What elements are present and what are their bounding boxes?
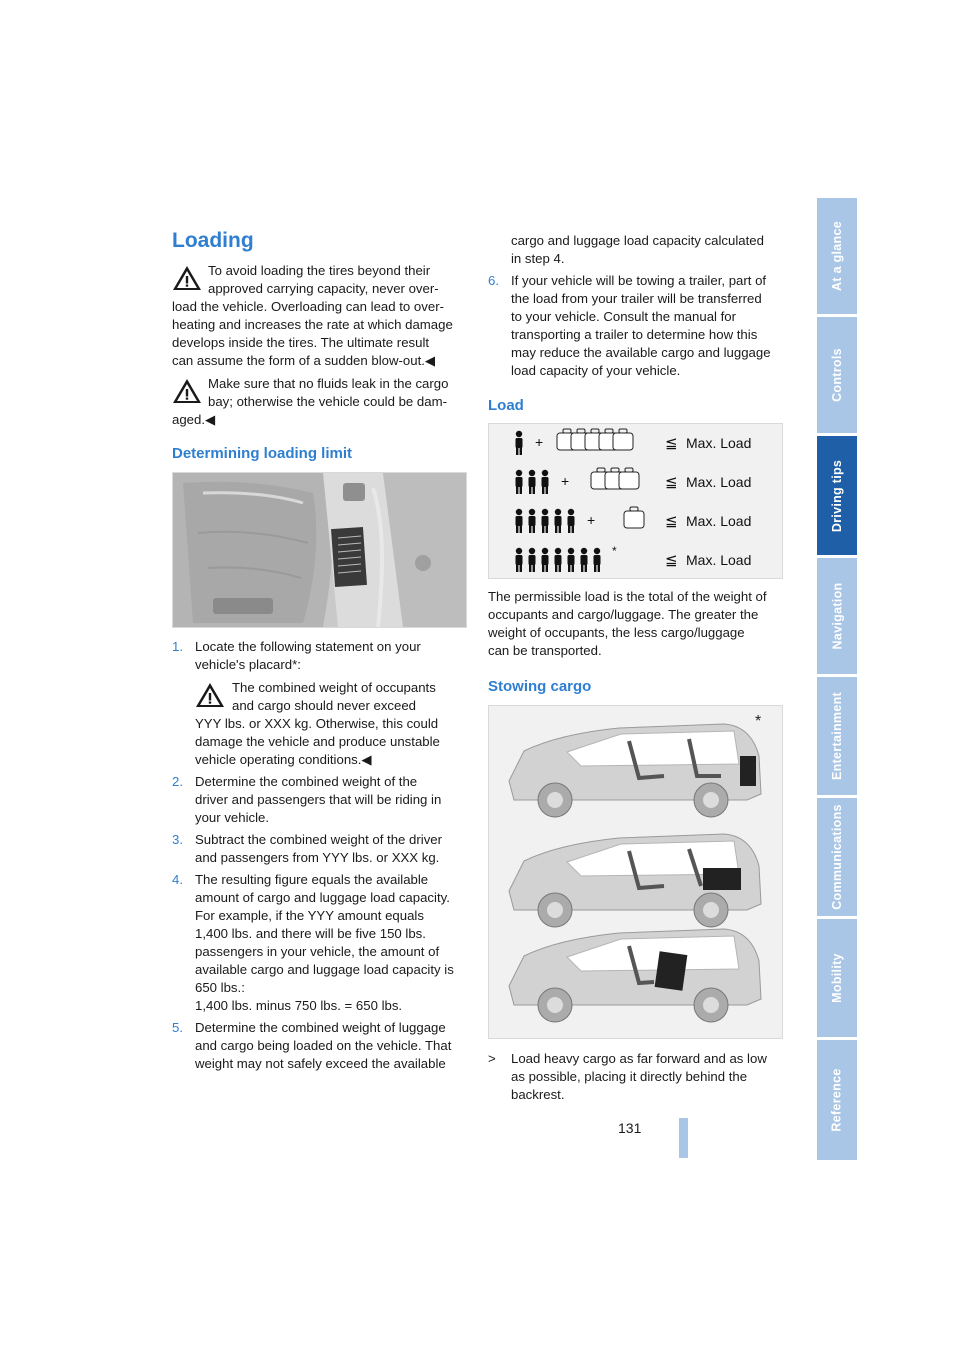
subheading-determining: Determining loading limit — [172, 445, 353, 462]
door-pillar-placard-image — [172, 472, 467, 628]
step-1-number: 1. — [172, 639, 183, 654]
load-text-line1: The permissible load is the total of the weight of — [488, 589, 767, 604]
step-4-line2: amount of cargo and luggage load capacity. — [195, 890, 450, 905]
less-equal-sign: ≦ — [665, 512, 678, 530]
warning2-line1: Make sure that no fluids leak in the cargo — [208, 376, 449, 391]
warning1-line3: load the vehicle. Overloading can lead to over- — [172, 299, 444, 314]
placard-warning-line2: and cargo should never exceed — [232, 698, 417, 713]
step-4-line4: 1,400 lbs. and there will be five 150 lbs. — [195, 926, 426, 941]
subheading-stowing: Stowing cargo — [488, 678, 592, 695]
page-marker-bar — [679, 1118, 688, 1158]
step-5-line5: in step 4. — [511, 251, 565, 266]
plus-sign: + — [561, 473, 570, 489]
warning-triangle-icon — [195, 682, 225, 708]
max-load-label: Max. Load — [686, 552, 752, 568]
step-6-number: 6. — [488, 273, 499, 288]
warning1-line2: approved carrying capacity, never over- — [208, 281, 439, 296]
stowing-bullet-line2: as possible, placing it directly behind the — [511, 1069, 748, 1084]
load-text-line4: can be transported. — [488, 643, 602, 658]
step-5-line3: weight may not safely exceed the available — [195, 1056, 446, 1071]
warning-triangle-icon — [172, 378, 202, 404]
section-title: Loading — [172, 229, 254, 252]
stowing-cargo-diagram — [489, 706, 782, 1038]
placard-warning-line4: damage the vehicle and produce unstable — [195, 734, 440, 749]
tab-at-a-glance[interactable]: At a glance — [817, 198, 857, 314]
warning1-line6: can assume the form of a sudden blow-out.◀ — [172, 353, 436, 368]
step-4-line5: passengers in your vehicle, the amount of — [195, 944, 440, 959]
warning2-line3: aged.◀ — [172, 412, 216, 427]
step-5-line2: and cargo being loaded on the vehicle. That — [195, 1038, 452, 1053]
load-text-line3: weight of occupants, the less cargo/luggage — [488, 625, 745, 640]
step-2-line3: your vehicle. — [195, 810, 270, 825]
step-4-line1: The resulting figure equals the available — [195, 872, 429, 887]
step-6-line2: the load from your trailer will be transferred — [511, 291, 762, 306]
placard-warning-line3: YYY lbs. or XXX kg. Otherwise, this could — [195, 716, 439, 731]
less-equal-sign: ≦ — [665, 551, 678, 569]
step-6-line5: may reduce the available cargo and luggage — [511, 345, 771, 360]
step-3-line2: and passengers from YYY lbs. or XXX kg. — [195, 850, 440, 865]
plus-sign: + — [535, 434, 544, 450]
warning1-line5: develops inside the tires. The ultimate result — [172, 335, 430, 350]
tab-communications[interactable]: Communications — [817, 798, 857, 916]
warning-triangle-icon — [172, 265, 202, 291]
luggage-icon — [613, 433, 633, 450]
step-1-line2: vehicle's placard*: — [195, 657, 301, 672]
max-load-label: Max. Load — [686, 435, 752, 451]
step-4-line7: 650 lbs.: — [195, 980, 245, 995]
load-figure — [488, 423, 783, 579]
step-2-number: 2. — [172, 774, 183, 789]
step-1-line1: Locate the following statement on your — [195, 639, 421, 654]
step-5-line1: Determine the combined weight of luggage — [195, 1020, 446, 1035]
step-6-line4: transporting a trailer to determine how this — [511, 327, 758, 342]
load-diagram — [489, 424, 782, 578]
stowing-bullet-mark: > — [488, 1051, 496, 1066]
luggage-icon — [624, 511, 644, 528]
warning1-line4: heating and increases the rate at which damage — [172, 317, 453, 332]
step-4-number: 4. — [172, 872, 183, 887]
tab-navigation[interactable]: Navigation — [817, 558, 857, 674]
plus-sign: + — [587, 512, 596, 528]
max-load-label: Max. Load — [686, 474, 752, 490]
step-6-line3: to your vehicle. Consult the manual for — [511, 309, 737, 324]
luggage-icon — [619, 472, 639, 489]
step-4-line8: 1,400 lbs. minus 750 lbs. = 650 lbs. — [195, 998, 403, 1013]
load-text-line2: occupants and cargo/luggage. The greater the — [488, 607, 759, 622]
tab-reference[interactable]: Reference — [817, 1040, 857, 1160]
warning2-line2: bay; otherwise the vehicle could be dam- — [208, 394, 447, 409]
max-load-label: Max. Load — [686, 513, 752, 529]
step-4-line6: available cargo and luggage load capacity is — [195, 962, 454, 977]
step-2-line2: driver and passengers that will be riding in — [195, 792, 442, 807]
step-6-line6: load capacity of your vehicle. — [511, 363, 681, 378]
subheading-load: Load — [488, 397, 524, 414]
load-asterisk: * — [612, 544, 617, 558]
less-equal-sign: ≦ — [665, 434, 678, 452]
tab-entertainment[interactable]: Entertainment — [817, 677, 857, 795]
step-4-line3: For example, if the YYY amount equals — [195, 908, 424, 923]
step-6-line1: If your vehicle will be towing a trailer, part of — [511, 273, 767, 288]
tab-controls[interactable]: Controls — [817, 317, 857, 433]
stowing-asterisk: * — [755, 713, 762, 730]
step-2-line1: Determine the combined weight of the — [195, 774, 418, 789]
step-5-line4: cargo and luggage load capacity calculated — [511, 233, 764, 248]
placard-warning-line5: vehicle operating conditions.◀ — [195, 752, 372, 767]
step-3-number: 3. — [172, 832, 183, 847]
page-number: 131 — [618, 1120, 642, 1136]
stowing-bullet-line1: Load heavy cargo as far forward and as low — [511, 1051, 767, 1066]
stowing-bullet-line3: backrest. — [511, 1087, 565, 1102]
step-5-number: 5. — [172, 1020, 183, 1035]
warning1-line1: To avoid loading the tires beyond their — [208, 263, 431, 278]
tab-driving-tips[interactable]: Driving tips — [817, 436, 857, 555]
stowing-cargo-figure — [488, 705, 783, 1039]
less-equal-sign: ≦ — [665, 473, 678, 491]
tab-mobility[interactable]: Mobility — [817, 919, 857, 1037]
step-3-line1: Subtract the combined weight of the driver — [195, 832, 443, 847]
placard-warning-line1: The combined weight of occupants — [232, 680, 436, 695]
